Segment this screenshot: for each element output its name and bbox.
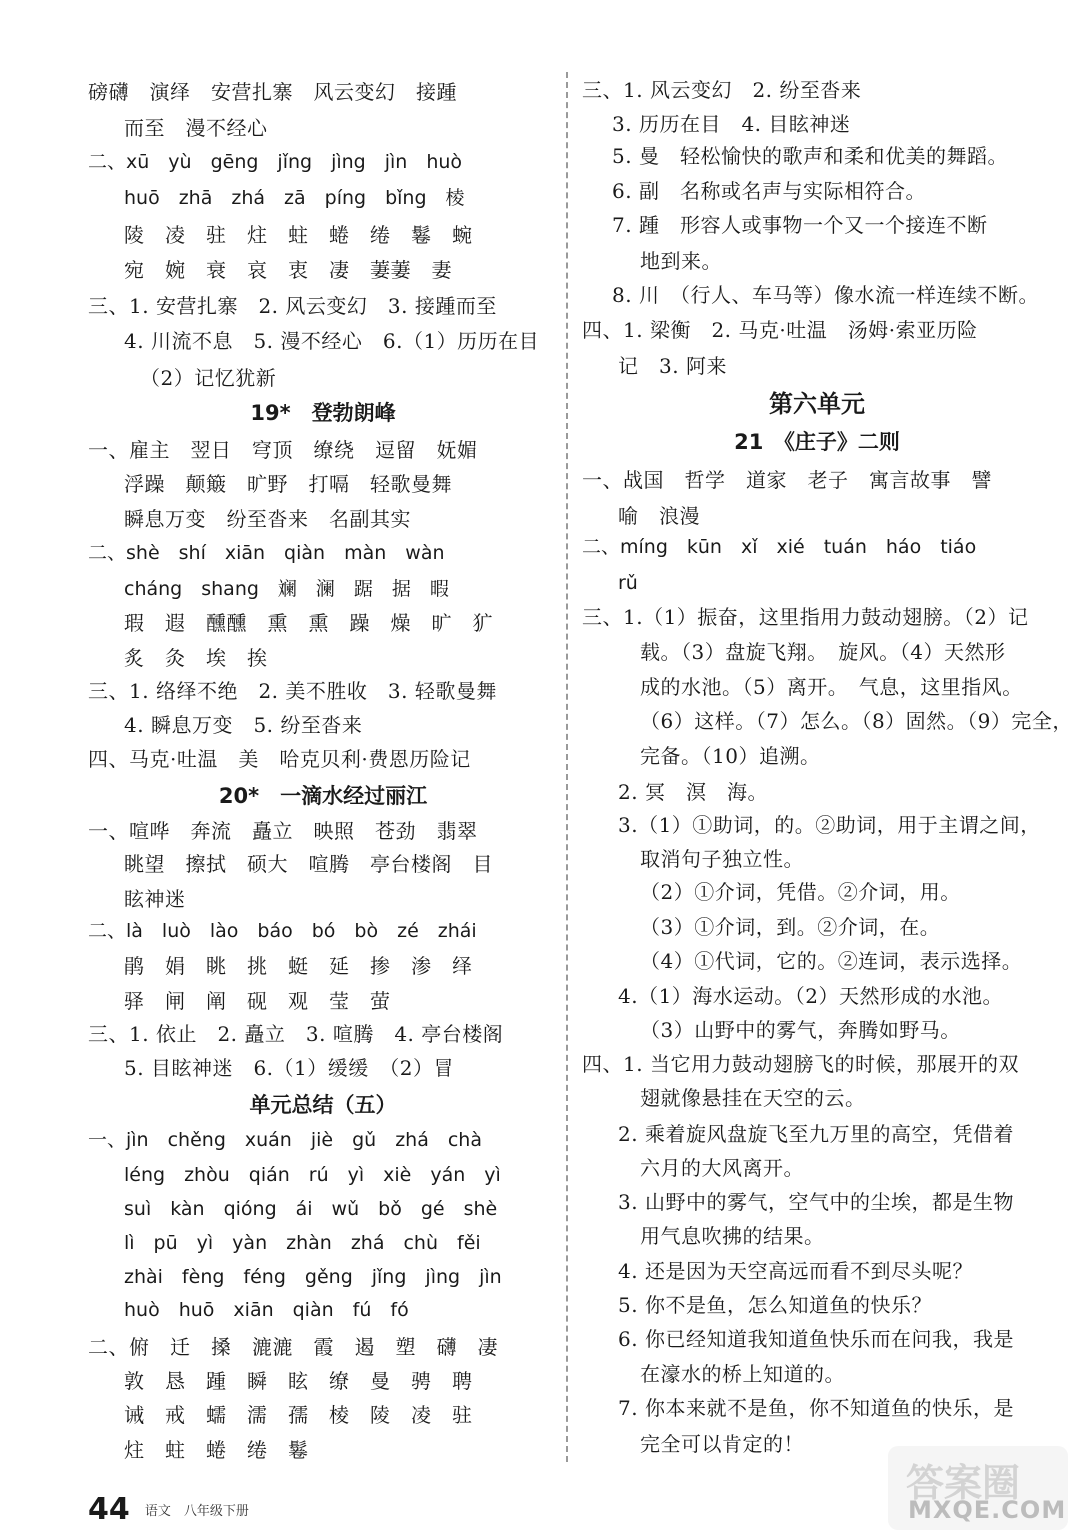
answer-line: 瑕 遐 醺醺 熏 熏 躁 燥 旷 犷: [124, 611, 493, 635]
answer-line: 7. 踵 形容人或事物一个又一个接连不断: [612, 213, 988, 237]
answer-line: （6）这样。（7）怎么。（8）固然。（9）完全，: [640, 709, 1073, 733]
answer-line: 驿 闸 阐 砚 观 莹 萤: [124, 989, 391, 1013]
answer-line: 二、xū yù gēng jǐng jìng jìn huò: [88, 151, 463, 173]
answer-line: 三、1. 依止 2. 矗立 3. 喧腾 4. 亭台楼阁: [88, 1022, 504, 1046]
section-heading: 21 《庄子》二则: [734, 430, 900, 454]
section-heading: 第六单元: [769, 390, 865, 418]
answer-line: 用气息吹拂的结果。: [640, 1224, 825, 1248]
page-footer: [88, 1492, 249, 1527]
answer-line: 喻 浪漫: [618, 504, 700, 528]
answer-line: 4. 川流不息 5. 漫不经心 6.（1）历历在目: [124, 329, 540, 353]
answer-line: 四、1. 梁衡 2. 马克·吐温 汤姆·索亚历险: [582, 318, 978, 342]
answer-line: 完全可以肯定的！: [640, 1432, 804, 1456]
answer-line: 在濠水的桥上知道的。: [640, 1362, 845, 1386]
answer-line: 二、là luò lào báo bó bò zé zhái: [88, 920, 477, 942]
answer-line: 5. 曼 轻松愉快的歌声和柔和优美的舞蹈。: [612, 144, 1008, 168]
answer-line: 成的水池。（5）离开。 气息，这里指风。: [640, 675, 1023, 699]
answer-line: 三、1. 风云变幻 2. 纷至沓来: [582, 78, 862, 102]
answer-line: rǔ: [618, 572, 638, 594]
book-title: 语文 八年级下册: [144, 1504, 249, 1519]
answer-line: 炙 灸 埃 挨: [124, 646, 268, 670]
answer-line: 一、战国 哲学 道家 老子 寓言故事 譬: [582, 468, 992, 492]
answer-line: 3.（1）①助词，的。②助词，用于主谓之间，: [618, 813, 1041, 837]
answer-line: 三、1. 络绎不绝 2. 美不胜收 3. 轻歌曼舞: [88, 679, 497, 703]
answer-line: 而至 漫不经心: [124, 116, 268, 140]
answer-line: 6. 副 名称或名声与实际相符合。: [612, 179, 926, 203]
answer-line: 载。（3）盘旋飞翔。 旋风。（4）天然形: [640, 640, 1006, 664]
section-heading: 单元总结（五）: [249, 1093, 397, 1117]
answer-line: léng zhòu qián rú yì xiè yán yì: [124, 1164, 501, 1186]
answer-line: （3）山野中的雾气，奔腾如野马。: [640, 1018, 961, 1042]
column-divider: [566, 72, 568, 1462]
answer-line: 四、马克·吐温 美 哈克贝利·费恩历险记: [88, 747, 471, 771]
answer-line: cháng shang 斓 澜 踞 据 暇: [124, 578, 449, 600]
answer-line: 翅就像悬挂在天空的云。: [640, 1086, 866, 1110]
answer-line: 炷 蛀 蜷 绻 鬈: [124, 1438, 309, 1462]
page-number: 44: [88, 1492, 130, 1527]
answer-line: 4. 瞬息万变 5. 纷至沓来: [124, 713, 363, 737]
answer-line: 瞬息万变 纷至沓来 名副其实: [124, 507, 411, 531]
answer-line: 6. 你已经知道我知道鱼快乐而在问我，我是: [618, 1327, 1014, 1351]
answer-line: 一、雇主 翌日 穹顶 缭绕 逗留 妩媚: [88, 438, 478, 462]
answer-line: 浮躁 颠簸 旷野 打嗝 轻歌曼舞: [124, 472, 452, 496]
watermark-logo: 答案圈: [906, 1461, 1021, 1505]
answer-line: suì kàn qióng ái wǔ bǒ gé shè: [124, 1198, 498, 1220]
answer-line: 2. 冥 溟 海。: [618, 780, 768, 804]
answer-line: lì pū yì yàn zhàn zhá chù fěi: [124, 1232, 481, 1254]
answer-line: 三、1. 安营扎寨 2. 风云变幻 3. 接踵而至: [88, 294, 497, 318]
answer-line: 7. 你本来就不是鱼，你不知道鱼的快乐，是: [618, 1396, 1014, 1420]
answer-line: zhài fèng féng gěng jǐng jìng jìn: [124, 1266, 502, 1288]
answer-line: 一、喧哗 奔流 矗立 映照 苍劲 翡翠: [88, 819, 478, 843]
watermark-text: MXQE.COM: [908, 1496, 1067, 1524]
answer-line: （2）①介词，凭借。②介词，用。: [640, 880, 961, 904]
answer-line: 4.（1）海水运动。（2）天然形成的水池。: [618, 984, 1004, 1008]
answer-line: 2. 乘着旋风盘旋飞至九万里的高空，凭借着: [618, 1122, 1014, 1146]
answer-line: 敦 恳 踵 瞬 眩 缭 曼 骋 聘: [124, 1369, 473, 1393]
answer-line: 5. 目眩神迷 6.（1）缓缓 （2）冒: [124, 1056, 454, 1080]
section-heading: 20* 一滴水经过丽江: [218, 784, 428, 808]
answer-line: 眩神迷: [124, 887, 186, 911]
answer-line: 一、jìn chěng xuán jiè gǔ zhá chà: [88, 1129, 482, 1151]
answer-line: 地到来。: [640, 249, 722, 273]
answer-line: 六月的大风离开。: [640, 1156, 804, 1180]
answer-line: 8. 川 （行人、车马等）像水流一样连续不断。: [612, 283, 1039, 307]
answer-line: （3）①介词，到。②介词，在。: [640, 915, 941, 939]
answer-line: 3. 山野中的雾气，空气中的尘埃，都是生物: [618, 1190, 1014, 1214]
answer-line: 记 3. 阿来: [618, 354, 727, 378]
answer-line: 诫 戒 蠕 濡 孺 棱 陵 凌 驻: [124, 1403, 473, 1427]
answer-line: （2）记忆犹新: [140, 366, 277, 390]
answer-line: 四、1. 当它用力鼓动翅膀飞的时候，那展开的双: [582, 1052, 1019, 1076]
answer-line: （4）①代词，它的。②连词，表示选择。: [640, 949, 1023, 973]
answer-line: 完备。（10）追溯。: [640, 744, 821, 768]
answer-line: 磅礴 演绎 安营扎寨 风云变幻 接踵: [88, 80, 457, 104]
watermark: [888, 1446, 1068, 1530]
answer-line: 取消句子独立性。: [640, 847, 804, 871]
answer-line: huō zhā zhá zā píng bǐng 棱: [124, 187, 465, 209]
section-heading: 19* 登勃朗峰: [250, 401, 396, 425]
answer-line: 3. 历历在目 4. 目眩神迷: [612, 112, 851, 136]
answer-line: 二、míng kūn xǐ xié tuán háo tiáo: [582, 536, 977, 558]
answer-line: 三、1.（1）振奋，这里指用力鼓动翅膀。（2）记: [582, 605, 1029, 629]
answer-line: 鹃 娟 眺 挑 蜓 延 掺 渗 绎: [124, 954, 473, 978]
answer-line: 二、shè shí xiān qiàn màn wàn: [88, 542, 445, 564]
answer-line: 宛 婉 衰 哀 衷 凄 萋萋 妻: [124, 258, 452, 282]
answer-line: 4. 还是因为天空高远而看不到尽头呢？: [618, 1259, 973, 1283]
answer-line: 二、俯 迁 搡 漉漉 霞 遏 塑 礴 凄: [88, 1335, 498, 1359]
answer-line: 眺望 擦拭 硕大 喧腾 亭台楼阁 目: [124, 852, 493, 876]
answer-line: 5. 你不是鱼，怎么知道鱼的快乐？: [618, 1293, 932, 1317]
answer-line: 陵 凌 驻 炷 蛀 蜷 绻 鬈 蜿: [124, 223, 473, 247]
answer-line: huò huō xiān qiàn fú fó: [124, 1299, 409, 1321]
